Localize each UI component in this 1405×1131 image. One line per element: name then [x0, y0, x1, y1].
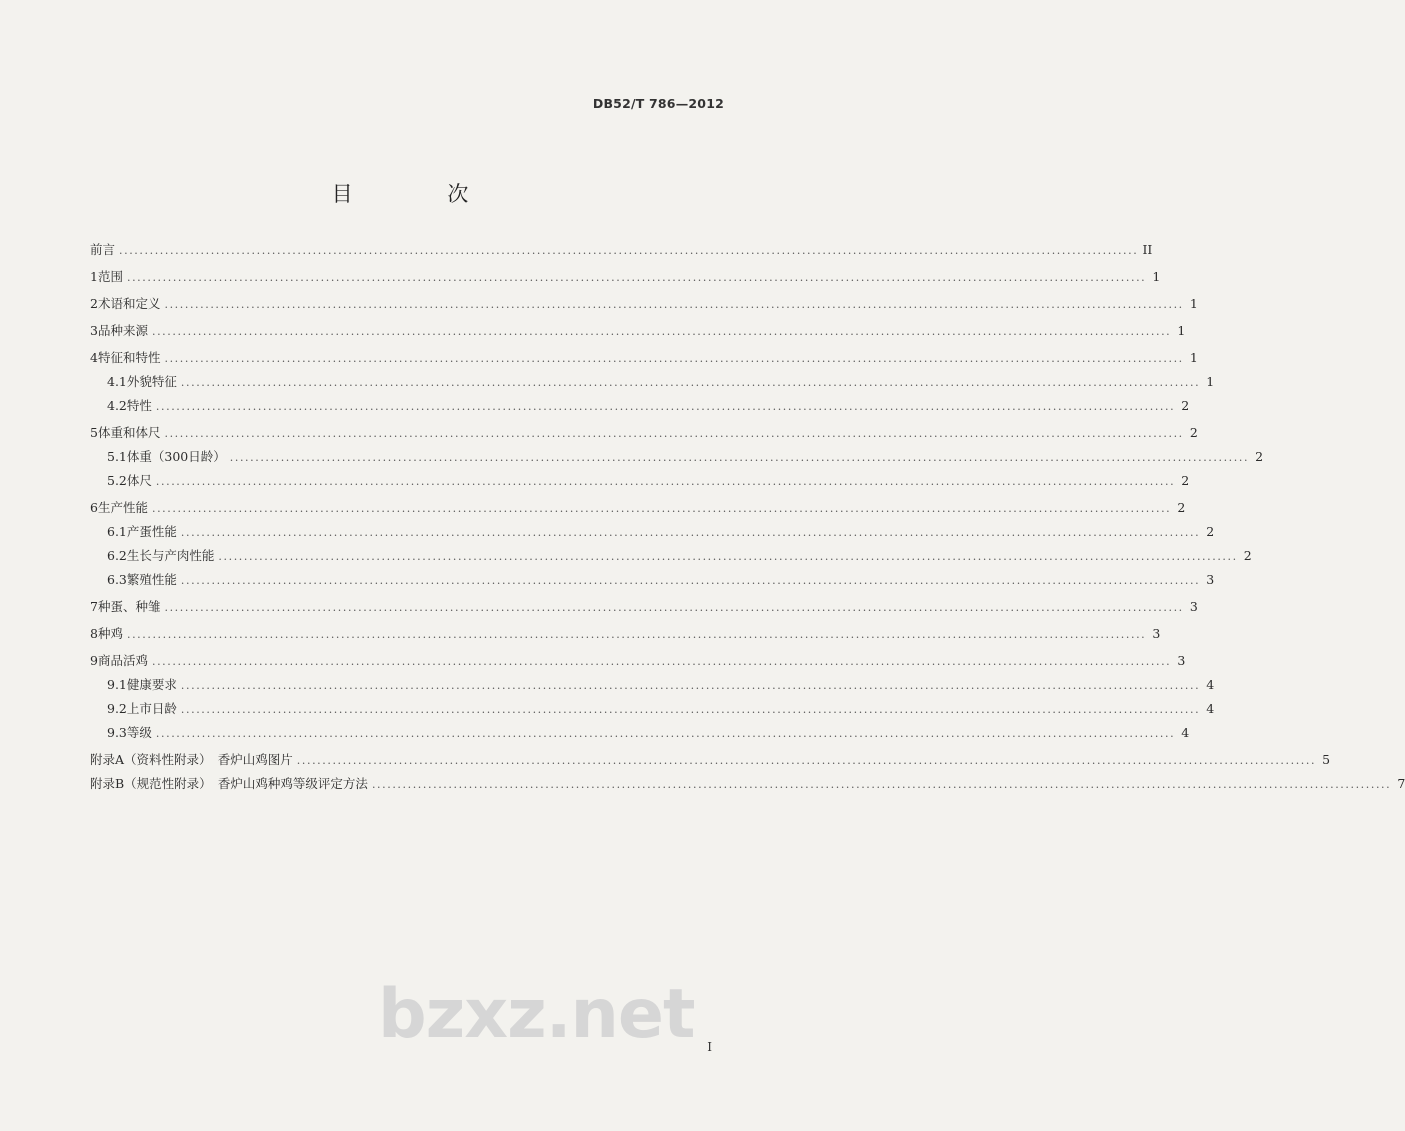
toc-title: 目 次: [331, 182, 513, 206]
toc-entry-page: 3: [1206, 572, 1215, 587]
toc-leader-dots: ........................................................................................................................................................................................................: [151, 502, 1172, 515]
toc-entry-page: 2: [1243, 548, 1252, 563]
toc-entry-page: 2: [1255, 449, 1264, 464]
toc-entry-number: 6.3: [107, 572, 127, 587]
toc-leader-dots: ........................................................................................................................................................................................................: [229, 451, 1250, 464]
toc-entry[interactable]: [90, 697, 1215, 721]
toc-entry-number: 1: [90, 269, 98, 284]
toc-entry-label: 生长与产肉性能: [126, 548, 215, 563]
toc-entry-label: 产蛋性能: [126, 524, 177, 539]
toc-entry[interactable]: [90, 568, 1215, 592]
toc-entry-page: 2: [1177, 500, 1186, 515]
toc-entry-label: 上市日龄: [126, 701, 177, 716]
toc-entry-label: 附录A（资料性附录） 香炉山鸡图片: [90, 752, 293, 767]
toc-leader-dots: ........................................................................................................................................................................................................: [155, 727, 1176, 740]
toc-entry-number: 5.2: [107, 473, 127, 488]
toc-entry-page: 3: [1189, 599, 1198, 614]
toc-entry-page: 2: [1181, 398, 1190, 413]
toc-leader-dots: ........................................................................................................................................................................................................: [180, 526, 1201, 539]
toc-entry-label: 品种来源: [97, 323, 148, 338]
toc-leader-dots: ........................................................................................................................................................................................................: [151, 655, 1172, 668]
toc-entry[interactable]: [90, 721, 1190, 745]
toc-entry[interactable]: [90, 520, 1215, 544]
toc-leader-dots: ........................................................................................................................................................................................................: [164, 352, 1184, 365]
toc-entry-number: 5: [90, 425, 98, 440]
toc-entry-page: 1: [1189, 296, 1198, 311]
toc-entry-page: 3: [1152, 626, 1161, 641]
toc-entry-label: 特性: [126, 398, 152, 413]
toc-entry[interactable]: [90, 544, 1252, 568]
toc-leader-dots: ........................................................................................................................................................................................................: [164, 298, 1184, 311]
toc-entry-label: 种鸡: [97, 626, 123, 641]
toc-entry-label: 外貌特征: [126, 374, 177, 389]
toc-entry-label: 繁殖性能: [126, 572, 177, 587]
toc-entry-label: 附录B（规范性附录） 香炉山鸡种鸡等级评定方法: [90, 776, 368, 791]
toc-entry[interactable]: [90, 421, 1198, 445]
toc-entry-number: 7: [90, 599, 98, 614]
toc-leader-dots: ........................................................................................................................................................................................................: [155, 475, 1176, 488]
toc-entry[interactable]: [90, 649, 1186, 673]
toc-leader-dots: ........................................................................................................................................................................................................: [218, 550, 1238, 563]
toc-entry-number: 8: [90, 626, 98, 641]
toc-entry-page: 7: [1397, 776, 1405, 791]
toc-entry[interactable]: [90, 394, 1190, 418]
toc-entry-label: 前言: [90, 242, 116, 257]
toc-entry[interactable]: [90, 469, 1190, 493]
toc-leader-dots: ........................................................................................................................................................................................................: [164, 601, 1184, 614]
toc-leader-dots: ........................................................................................................................................................................................................: [296, 754, 1317, 767]
toc-entry-page: 3: [1177, 653, 1186, 668]
toc-entry-number: 6.2: [107, 548, 127, 563]
toc-entry[interactable]: [90, 622, 1161, 646]
toc-entry[interactable]: [90, 673, 1215, 697]
toc-entry-number: 9.2: [107, 701, 127, 716]
toc-entry-page: 2: [1206, 524, 1215, 539]
toc-entry-page: 2: [1181, 473, 1190, 488]
toc-entry-number: 9.3: [107, 725, 127, 740]
toc-entry[interactable]: [90, 445, 1264, 469]
toc-entry[interactable]: [90, 292, 1198, 316]
toc-leader-dots: ........................................................................................................................................................................................................: [180, 679, 1201, 692]
toc-entry-page: 4: [1206, 701, 1215, 716]
toc-leader-dots: ........................................................................................................................................................................................................: [155, 400, 1176, 413]
toc-entry-page: II: [1142, 242, 1153, 257]
toc-leader-dots: ........................................................................................................................................................................................................: [151, 325, 1172, 338]
toc-entry-label: 术语和定义: [97, 296, 161, 311]
toc-entry[interactable]: [90, 772, 1405, 796]
toc-entry[interactable]: [90, 265, 1161, 289]
toc-leader-dots: ........................................................................................................................................................................................................: [126, 271, 1147, 284]
toc-leader-dots: ........................................................................................................................................................................................................: [180, 574, 1201, 587]
toc-entry-label: 体重（300日龄）: [126, 449, 226, 464]
toc-entry-label: 体重和体尺: [97, 425, 161, 440]
toc-leader-dots: ........................................................................................................................................................................................................: [371, 778, 1392, 791]
toc-leader-dots: ........................................................................................................................................................................................................: [126, 628, 1147, 641]
toc-entry-number: 9.1: [107, 677, 127, 692]
toc-entry-label: 范围: [97, 269, 123, 284]
toc-entry-number: 9: [90, 653, 98, 668]
toc-entry-page: 1: [1152, 269, 1161, 284]
document-code: DB52/T 786—2012: [592, 96, 724, 111]
toc-entry-label: 商品活鸡: [97, 653, 148, 668]
table-of-contents: [90, 238, 1405, 796]
toc-entry-number: 5.1: [107, 449, 127, 464]
page-number: I: [707, 1040, 712, 1054]
toc-entry-label: 等级: [126, 725, 152, 740]
toc-entry-number: 6.1: [107, 524, 127, 539]
toc-leader-dots: ........................................................................................................................................................................................................: [180, 703, 1201, 716]
toc-leader-dots: ........................................................................................................................................................................................................: [180, 376, 1201, 389]
toc-leader-dots: ........................................................................................................................................................................................................: [164, 427, 1184, 440]
toc-entry-label: 特征和特性: [97, 350, 161, 365]
toc-entry-page: 2: [1189, 425, 1198, 440]
toc-entry-label: 体尺: [126, 473, 152, 488]
toc-entry-number: 4: [90, 350, 98, 365]
toc-entry-number: 4.1: [107, 374, 127, 389]
toc-entry[interactable]: [90, 748, 1331, 772]
toc-entry-page: 1: [1177, 323, 1186, 338]
toc-entry-page: 1: [1206, 374, 1215, 389]
toc-entry[interactable]: [90, 346, 1198, 370]
toc-entry-page: 4: [1181, 725, 1190, 740]
toc-entry-number: 3: [90, 323, 98, 338]
toc-leader-dots: ........................................................................................................................................................................................................: [119, 244, 1139, 257]
toc-entry[interactable]: [90, 370, 1215, 394]
toc-entry-number: 4.2: [107, 398, 127, 413]
toc-entry-page: 5: [1322, 752, 1331, 767]
toc-entry[interactable]: [90, 319, 1186, 343]
toc-entry[interactable]: [90, 238, 1153, 262]
toc-entry[interactable]: [90, 496, 1186, 520]
toc-entry-label: 种蛋、种雏: [97, 599, 161, 614]
toc-entry-number: 2: [90, 296, 98, 311]
watermark-logo: bzxz.net: [378, 975, 695, 1054]
toc-entry-number: 6: [90, 500, 98, 515]
toc-entry-page: 4: [1206, 677, 1215, 692]
toc-entry-label: 生产性能: [97, 500, 148, 515]
toc-entry[interactable]: [90, 595, 1198, 619]
toc-entry-label: 健康要求: [126, 677, 177, 692]
toc-entry-page: 1: [1189, 350, 1198, 365]
